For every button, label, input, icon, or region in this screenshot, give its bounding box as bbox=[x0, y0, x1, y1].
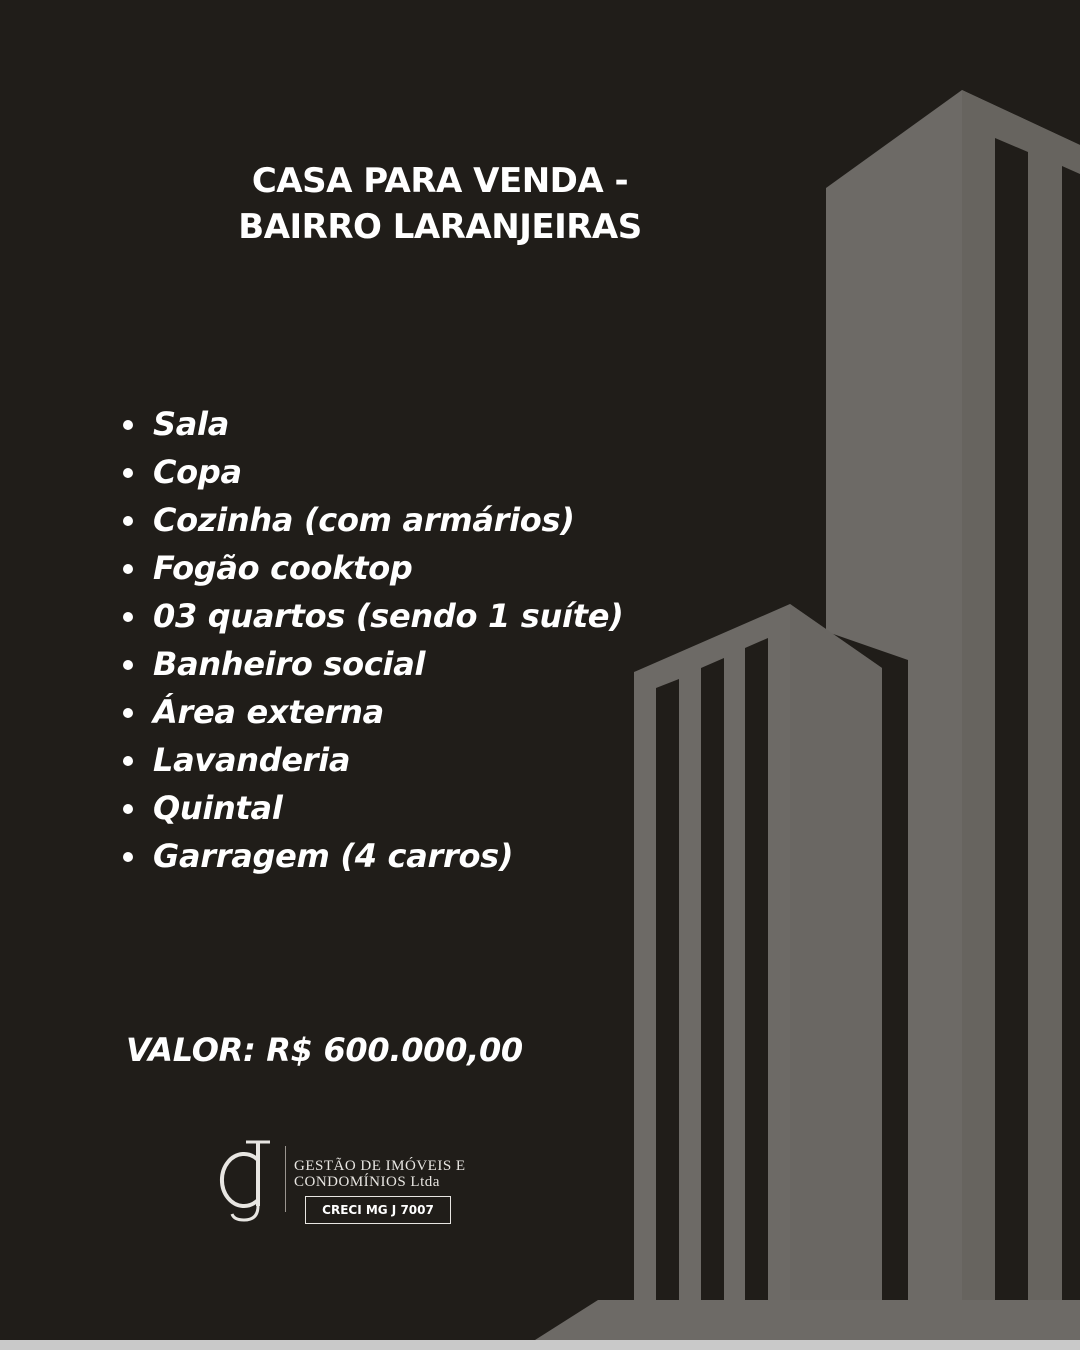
feature-list bbox=[120, 400, 623, 880]
logo-divider bbox=[285, 1146, 286, 1212]
feature-item: Área externa bbox=[120, 688, 623, 736]
title-line-2: BAIRRO LARANJEIRAS bbox=[238, 207, 642, 247]
feature-item: Copa bbox=[120, 448, 623, 496]
company-name-line-1: GESTÃO DE IMÓVEIS E bbox=[294, 1158, 466, 1174]
company-name bbox=[294, 1158, 466, 1190]
feature-item: Banheiro social bbox=[120, 640, 623, 688]
creci-badge: CRECI MG J 7007 bbox=[305, 1196, 451, 1224]
feature-item: Garragem (4 carros) bbox=[120, 832, 623, 880]
price-label: VALOR: R$ 600.000,00 bbox=[126, 1031, 523, 1069]
feature-item: Sala bbox=[120, 400, 623, 448]
page-title bbox=[160, 158, 720, 250]
feature-item: 03 quartos (sendo 1 suíte) bbox=[120, 592, 623, 640]
feature-item: Quintal bbox=[120, 784, 623, 832]
jc-monogram-icon bbox=[218, 1138, 276, 1224]
company-logo bbox=[218, 1138, 478, 1228]
feature-item: Lavanderia bbox=[120, 736, 623, 784]
feature-item: Cozinha (com armários) bbox=[120, 496, 623, 544]
company-name-line-2: CONDOMÍNIOS Ltda bbox=[294, 1174, 440, 1190]
title-line-1: CASA PARA VENDA - bbox=[251, 161, 629, 201]
feature-item: Fogão cooktop bbox=[120, 544, 623, 592]
